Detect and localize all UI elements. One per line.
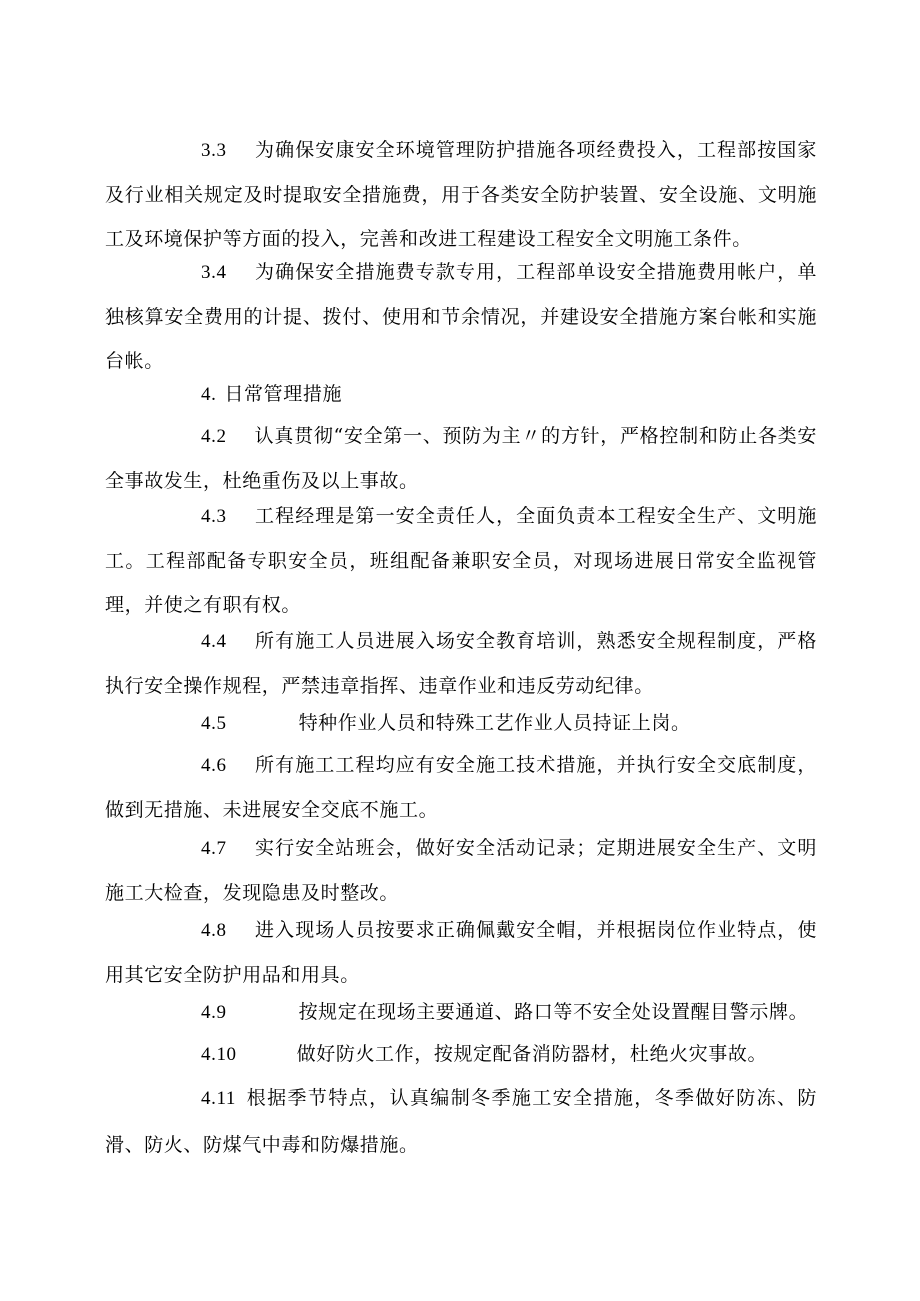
- paragraph-4-8: [105, 908, 817, 997]
- section-number: 3.3: [201, 140, 227, 161]
- section-number: 4.7: [201, 838, 227, 859]
- section-number: 4.10: [201, 1044, 237, 1065]
- paragraph-text: 为确保安康安全环境管理防护措施各项经费投入，工程部按国家及行业相关规定及时提取安全措施费，用于各类安全防护装置、安全设施、文明施工及环境保护等方面的投入，完善和改进工程建设工程安全文明施工条件。: [105, 139, 817, 250]
- section-number: 4.: [201, 384, 217, 405]
- paragraph-text: 做好防火工作，按规定配备消防器材，杜绝火灾事故。: [296, 1043, 768, 1065]
- paragraph-text: 认真贯彻“安全第一、预防为主〃的方针，严格控制和防止各类安全事故发生，杜绝重伤及以上事故。: [105, 425, 817, 492]
- paragraph-text: 实行安全站班会，做好安全活动记录；定期进展安全生产、文明施工大检查，发现隐患及时整改。: [105, 837, 817, 904]
- section-number: 4.5: [201, 713, 227, 734]
- heading-text: 日常管理措施: [224, 383, 343, 405]
- paragraph-4-6: [105, 743, 817, 832]
- paragraph-4-5: [105, 701, 817, 746]
- paragraph-4-3: [105, 494, 817, 627]
- paragraph-text: 按规定在现场主要通道、路口等不安全处设置醒目警示牌。: [298, 1001, 809, 1023]
- paragraph-4-10: [105, 1032, 817, 1077]
- paragraph-text: 工程经理是第一安全责任人，全面负责本工程安全生产、文明施工。工程部配备专职安全员，班组配备兼职安全员，对现场进展日常安全监视管理，并使之有职有权。: [105, 505, 817, 616]
- paragraph-4-7: [105, 826, 817, 915]
- paragraph-3-4: [105, 250, 817, 383]
- section-number: 4.6: [201, 755, 227, 776]
- section-number: 4.4: [201, 631, 227, 652]
- section-number: 4.9: [201, 1002, 227, 1023]
- section-number: 4.3: [201, 506, 227, 527]
- paragraph-4-4: [105, 619, 817, 708]
- paragraph-4-2: [105, 414, 817, 503]
- paragraph-text: 所有施工人员进展入场安全教育培训，熟悉安全规程制度，严格执行安全操作规程，严禁违章指挥、违章作业和违反劳动纪律。: [105, 630, 817, 697]
- section-number: 4.8: [201, 920, 227, 941]
- paragraph-text: 根据季节特点，认真编制冬季施工安全措施，冬季做好防冻、防滑、防火、防煤气中毒和防爆措施。: [105, 1087, 817, 1156]
- paragraph-text: 为确保安全措施费专款专用，工程部单设安全措施费用帐户，单独核算安全费用的计提、拨付、使用和节余情况，并建设安全措施方案台帐和实施台帐。: [105, 261, 817, 372]
- section-number: 4.2: [201, 426, 227, 447]
- section-number: 4.11: [201, 1088, 236, 1109]
- paragraph-text: 所有施工工程均应有安全施工技术措施，并执行安全交底制度，做到无措施、未进展安全交底不施工。: [105, 754, 817, 821]
- paragraph-text: 进入现场人员按要求正确佩戴安全帽，并根据岗位作业特点，使用其它安全防护用品和用具。: [105, 919, 817, 986]
- paragraph-text: 特种作业人员和特殊工艺作业人员持证上岗。: [298, 712, 691, 734]
- paragraph-3-3: [105, 128, 817, 261]
- heading-4: [105, 372, 817, 417]
- paragraph-4-9: [105, 990, 817, 1035]
- section-number: 3.4: [201, 262, 227, 283]
- paragraph-4-11: [105, 1075, 817, 1168]
